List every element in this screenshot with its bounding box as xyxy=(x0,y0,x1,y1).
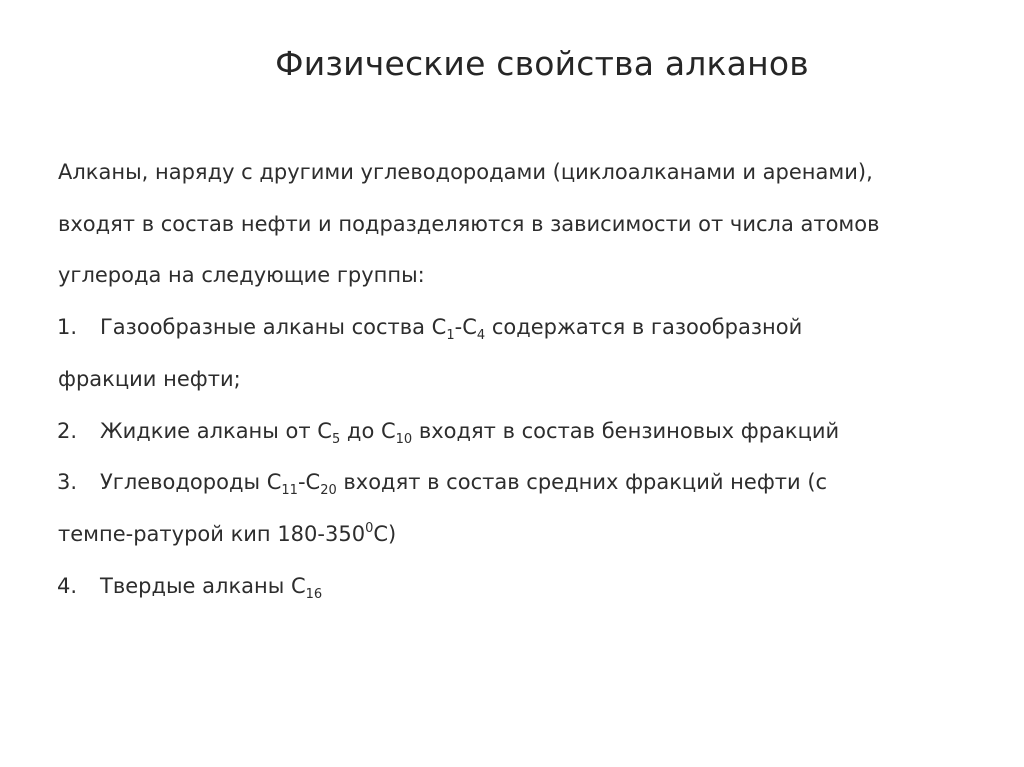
list-item-text-part: Твердые алканы С xyxy=(100,574,306,598)
subscript: 10 xyxy=(395,432,413,447)
subscript: 1 xyxy=(446,328,455,343)
list-item-text-part: -С xyxy=(454,315,477,339)
list-item-number: 3. xyxy=(57,470,78,494)
list-item-continuation xyxy=(58,522,396,546)
intro-line-2: входят в состав нефти и подразделяются в зависимости от числа атомов xyxy=(58,212,880,236)
intro-line-1: Алканы, наряду с другими углеводородами (циклоалканами и аренами), xyxy=(58,160,873,184)
list-item-number: 2. xyxy=(57,419,78,443)
subscript: 5 xyxy=(331,432,341,447)
subscript: 20 xyxy=(320,483,337,498)
list-item-text xyxy=(100,470,828,498)
list-item-text xyxy=(100,419,840,447)
list-item-text xyxy=(100,574,323,602)
list-item-text xyxy=(100,315,803,343)
intro-line-3: углерода на следующие группы: xyxy=(58,263,425,287)
list-item-text-part: -С xyxy=(297,470,321,494)
list-item-text-part: Углеводороды С xyxy=(100,470,282,494)
superscript: 0 xyxy=(365,521,374,536)
list-item-number: 1. xyxy=(57,315,78,339)
list-item-continuation: фракции нефти; xyxy=(58,367,241,391)
slide-title: Физические свойства алканов xyxy=(275,44,809,83)
list-item-text-part: входят в состав бензиновых фракций xyxy=(412,419,840,443)
list-item-number: 4. xyxy=(57,574,78,598)
list-item-text-part: Жидкие алканы от С xyxy=(100,419,332,443)
subscript: 11 xyxy=(281,483,298,498)
list-item-text-part: содержатся в газообразной xyxy=(485,315,803,339)
subscript: 16 xyxy=(305,587,323,602)
list-item-text-part: С) xyxy=(373,522,397,546)
subscript: 4 xyxy=(476,328,486,343)
list-item-text-part: Газообразные алканы соства С xyxy=(100,315,447,339)
list-item-text-part: входят в состав средних фракций нефти (с xyxy=(336,470,828,494)
list-item-text-part: темпе-ратурой кип 180-350 xyxy=(58,522,366,546)
list-item-text-part: до С xyxy=(340,419,396,443)
